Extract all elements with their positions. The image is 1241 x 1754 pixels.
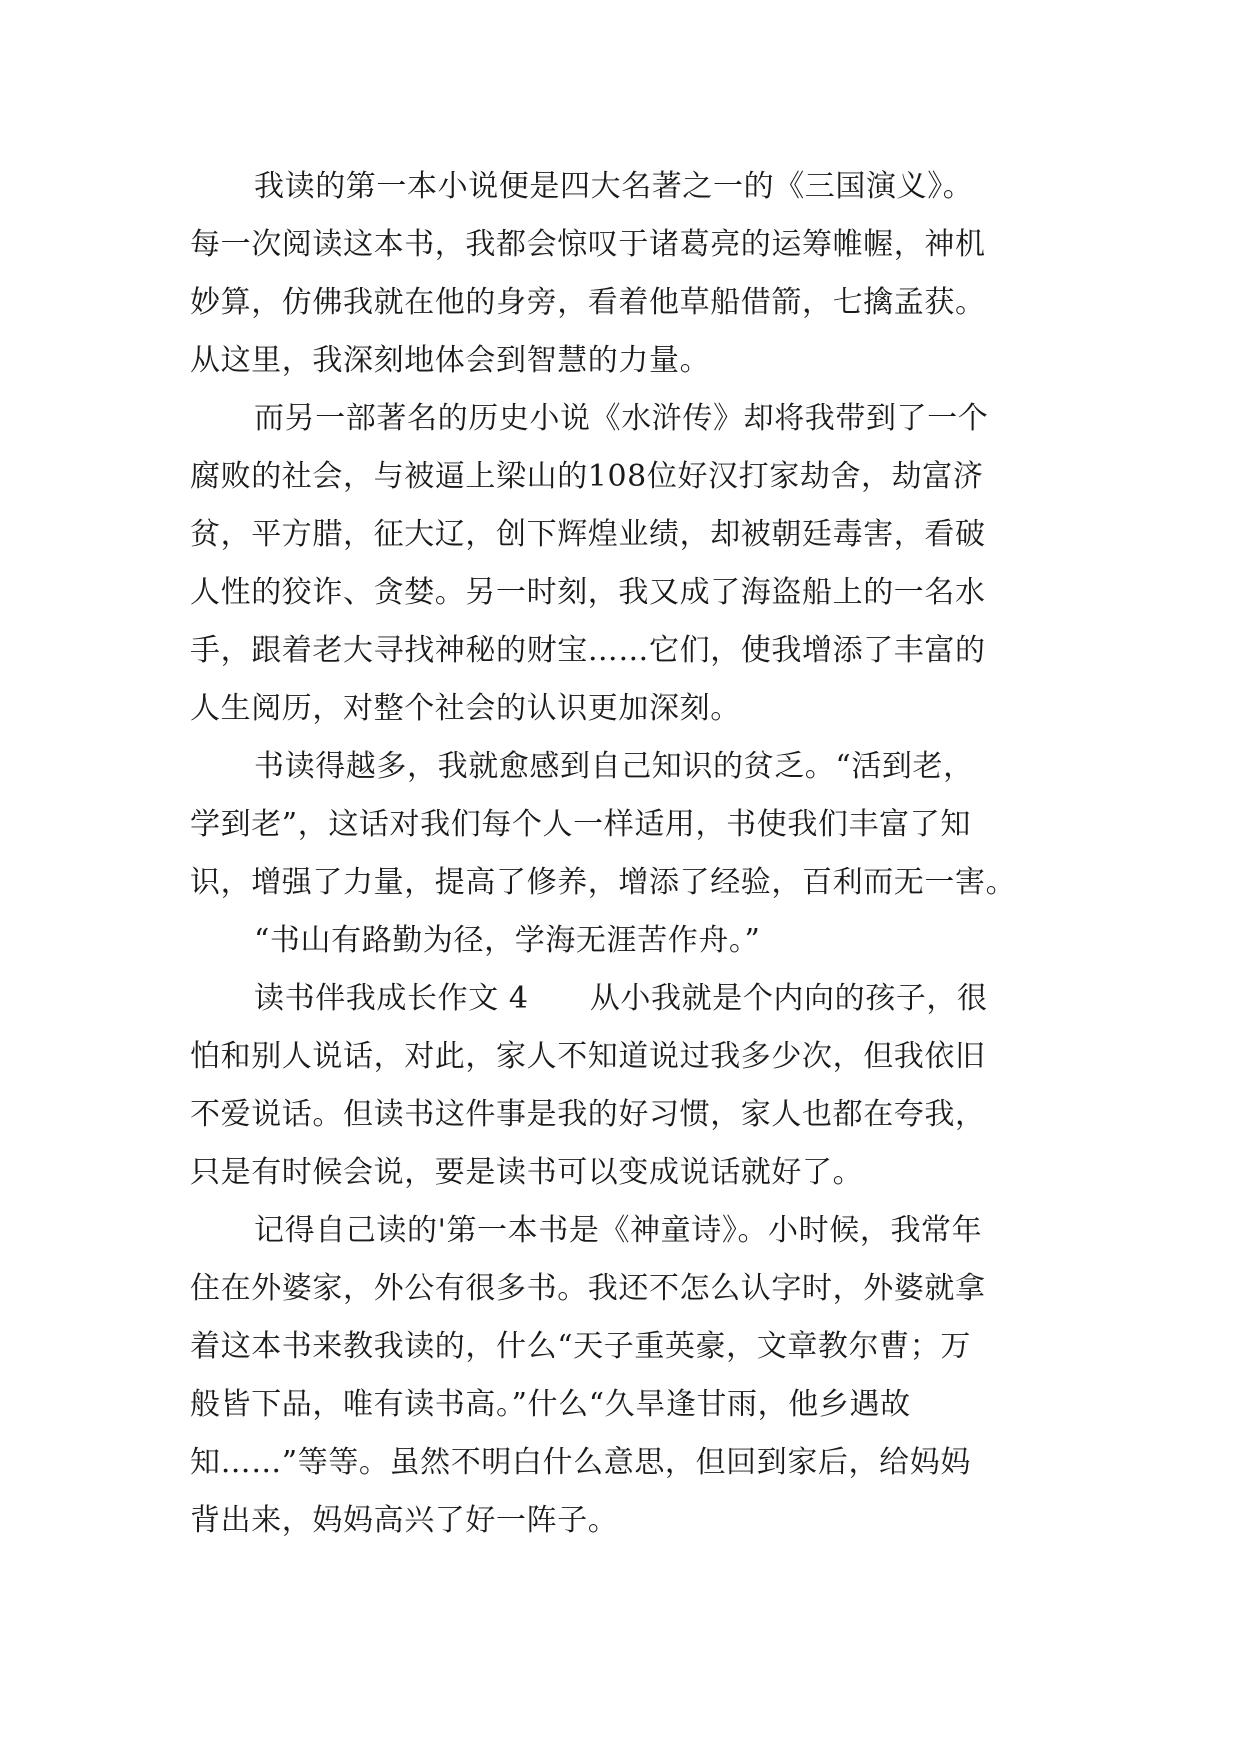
text-line: 腐败的社会，与被逼上梁山的108位好汉打家劫舍，劫富济 xyxy=(190,459,984,494)
text-line: 识，增强了力量，提高了修养，增添了经验，百利而无一害。 xyxy=(190,865,1017,900)
text-line: 知……”等等。虽然不明白什么意思，但回到家后，给妈妈 xyxy=(190,1445,971,1480)
text-line: 从这里，我深刻地体会到智慧的力量。 xyxy=(190,343,711,378)
text-line: 人生阅历，对整个社会的认识更加深刻。 xyxy=(190,691,741,726)
text-line: 怕和别人说话，对此，家人不知道说过我多少次，但我依旧 xyxy=(190,1039,986,1074)
text-line: 每一次阅读这本书，我都会惊叹于诸葛亮的运筹帷幄，神机 xyxy=(190,227,986,262)
text-line: 不爱说话。但读书这件事是我的好习惯，家人也都在夸我， xyxy=(190,1097,986,1132)
text-line: 人性的狡诈、贪婪。另一时刻，我又成了海盗船上的一名水 xyxy=(190,575,986,610)
text-line: “书山有路勤为径，学海无涯苦作舟。” xyxy=(254,923,761,958)
text-line: 着这本书来教我读的，什么“天子重英豪，文章教尔曹；万 xyxy=(190,1329,971,1364)
text-line: 住在外婆家，外公有很多书。我还不怎么认字时，外婆就拿 xyxy=(190,1271,986,1306)
text-line: 般皆下品，唯有读书高。”什么“久旱逢甘雨，他乡遇故 xyxy=(190,1387,911,1422)
document-body xyxy=(190,158,1070,1550)
text-line: 我读的第一本小说便是四大名著之一的《三国演义》。 xyxy=(254,169,974,204)
text-line: 记得自己读的'第一本书是《神童诗》。小时候，我常年 xyxy=(254,1213,983,1248)
text-line: 只是有时候会说，要是读书可以变成说话就好了。 xyxy=(190,1155,864,1190)
text-line: 妙算，仿佛我就在他的身旁，看着他草船借箭，七擒孟获。 xyxy=(190,285,986,320)
text-line: 贫，平方腊，征大辽，创下辉煌业绩，却被朝廷毒害，看破 xyxy=(190,517,986,552)
text-line: 读书伴我成长作文 4 从小我就是个内向的孩子，很 xyxy=(254,981,988,1016)
text-line: 背出来，妈妈高兴了好一阵子。 xyxy=(190,1503,619,1538)
text-line: 而另一部著名的历史小说《水浒传》却将我带到了一个 xyxy=(254,401,989,436)
text-line: 书读得越多，我就愈感到自己知识的贫乏。“活到老， xyxy=(254,749,974,784)
text-line: 手，跟着老大寻找神秘的财宝……它们，使我增添了丰富的 xyxy=(190,633,986,668)
text-line: 学到老”，这话对我们每个人一样适用，书使我们丰富了知 xyxy=(190,807,971,842)
